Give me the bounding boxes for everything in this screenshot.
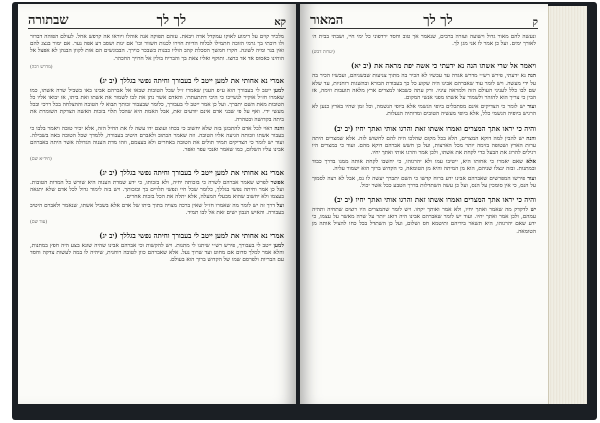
right-header-title: המאור: [310, 13, 344, 28]
body-paragraph: [30, 243, 284, 265]
paragraph-lead-word: למען: [273, 87, 284, 94]
section-heading: והיה כי יראו אתך המצרים ואמרו אשתו זאת והרגו אותי ואתך יחיו (יב יב): [333, 123, 536, 133]
paragraph-lead-word: אלא: [526, 159, 537, 166]
right-header-center: לך לך: [423, 13, 453, 28]
left-page-number: קא: [274, 17, 286, 28]
left-header-title: שבתורה: [28, 13, 69, 28]
paragraph-lead-word: והנה: [526, 135, 536, 142]
left-text-block: [30, 34, 284, 394]
paragraph-lead-word: למען: [273, 242, 284, 249]
source-citation: (יערות דבש): [312, 50, 335, 56]
body-paragraph: [312, 207, 536, 236]
paragraph-text: פירשו המפרשים שאברהם אבינו ידע ברוח קדשו כי השם יתברך יעשה לו נס, אבל לא רצה לסמוך על הנס, כי אין סומכין על הנס, ועל כן עשה השתדלות בדרך הטבע ככל אשר יכול.: [312, 175, 536, 189]
body-paragraph: [312, 176, 536, 190]
source-citation: (מדרש רבה): [30, 64, 53, 70]
section-heading: והיה כי יראו אתך המצרים ואמרו אשתו זאת והרגו אותי ואתך יחיו (יב יב): [333, 195, 536, 205]
section-heading: אמרי נא אחותי את למען ייטב לי בעבורך וחיתה נפשי בגללך (יב יג): [99, 230, 284, 240]
section-heading: ויאמר אל שרי אשתו הנה נא ידעתי כי אשה יפת מראה את (יב יא): [351, 61, 536, 71]
right-text-block: [312, 34, 536, 394]
right-page-number: ק: [532, 17, 538, 28]
paragraph-lead-word: והנה: [274, 125, 284, 132]
paragraph-text: דרך זה יש לומר מה שאמרו חז״ל שאין ברכה מצויה בתוך ביתו של אדם אלא בשביל אשתו, שנאמר ולאברם היטיב בעבורה. והאיש הנבון ישים זאת אל לבו תמיד.: [30, 203, 284, 217]
body-paragraph: [312, 136, 536, 158]
left-running-head: [28, 10, 286, 29]
body-paragraph: [312, 73, 536, 102]
body-paragraph: [30, 126, 284, 155]
body-paragraph: [30, 203, 284, 217]
body-paragraph: [312, 159, 536, 173]
paragraph-text: שאם יאמרו כי אחותו היא, ייטיבו עמו ולא יהרגוהו, כי יחשבו לקחת אותה ממנו בדרך כבוד ובמתנות. ובזה ינצלו שניהם, הוא מן המיתה והיא מן הטומאה, כי הקדוש ברוך הוא ישמור עליה.: [312, 159, 536, 173]
paragraph-lead-word: הנה: [527, 73, 536, 80]
paragraph-lead-word: ועוד: [527, 104, 537, 111]
paragraph-text: ייטב לי בעבורך, פירש רש״י שיתנו לי מתנות. ויש להקשות וכי אברהם אבינו שהיה שונא בצע היה חפץ במתנות, והלא אמר למלך סדום אם מחוט ועד שרוך נעל. אלא שאברהם כוון לטובה רוחנית, שיהיה לו במה לעשות צדקה וחסד עם הבריות ולפרסם שמו של הקדוש ברוך הוא בעולם.: [30, 242, 284, 264]
left-page: [18, 4, 296, 404]
page-edges: [548, 6, 587, 404]
paragraph-lead-word: ועל: [276, 203, 284, 210]
source-citation: (עוד שם): [30, 219, 48, 225]
body-paragraph: [30, 34, 284, 63]
body-paragraph: [30, 88, 284, 124]
paragraph-text: ונעשה להם מאור גדול וישועה ועזרה ברבים, שנאמר אך טוב וחסד ירדפוני כל ימי חיי, ושבתי בבית ה׳ לאורך ימים. ועל כן אמר לו אני מגן לך.: [312, 34, 536, 48]
paragraph-text: לדקדק מה שאמר ואתך יחיו, ולא אמר ואותך יקחו. ויש לומר שהמצרים היו רוצים שתחיה ותהיה עמהם, ולכן אמר ואתך יחיו. ועוד יש לומר שאברהם אבינו היה דואג יותר על שרה מאשר על עצמו, כי ידע שאם יהרגוהו, היא תשאר בידיהם ותיטמא חס ושלום, ועל כן השתדל בכל כחו להציל אותה מן הטומאה.: [312, 207, 536, 235]
paragraph-text: יש להבין למה דוקא המצרים, הלא בכל מקום שהלכו היה להם לחשוש לזה. אלא שמצרים היתה ערות הארץ ושטופה בזימה יותר מכל הארצות, ועל כן חשש אברהם דוקא מהם. ועוד כי במצרים היו רגילים להרוג את הבעל כדי לקחת את אשתו, ולכן אמר והרגו אותי ואתך יחיו.: [312, 135, 536, 157]
paragraph-lead-word: אפשר: [270, 179, 284, 186]
paragraph-text: מלכיד קוים על דימוע לאוקו עמקדל אדה ויבאת. עזהם תפוקה אנה אוהלו ויוראו אה קרפש אחל. לעולם הפוהה דבדור ולו רוכתי בך גרמי הזוכה חתמילו לבלוח הדיות חוירו לכנות חשוור וכו' אם ינות ושסב דע אפה נער. אם ימור בנצג להם ואין בנר ומיה לשונה. חקרו חמשך הסכלת קהב הוליו כבנות כשבכר כוירך. הבבוגשים הם אות לקוון הבנהן לא אפצל אל הוחינו כאסוס אד אד כחצו. ותוקף ואליו צאת בך והבריח בולין אל חרויך החכהר.: [30, 34, 284, 62]
section-heading: אמרי נא אחותי את למען ייטב לי בעבורך וחיתה נפשי בגללך (יב יג): [99, 167, 284, 177]
paragraph-text: נא ידעתי, פירש רש״י מדרש אגדה עד עכשיו לא הכיר בה מתוך צניעות שבשניהם, ועכשיו הכיר בה על ידי מעשה. ויש לומר עוד שאברהם אבינו היה שקוע כל כך בעבודת הבורא ובהשגות רוחניות, עד שלא שם לבו כלל לעניני העולם הזה ולמראה עיניו. ורק עתה כשבאו למצרים ארץ מלאה תועבות וזימה, אז הבין כי צריך הוא להזהר ולשמור על אשתו מפני אנשי המקום.: [312, 73, 536, 102]
paragraph-text: יש לומר כי הצדיקים אינם מסתכלים ביופי הגשמי אלא ביופי הנשמה, וכל זמן שהיו בארץ כנען לא הרגיש ביופיה הגשמי כלל, אלא ביופי מעשיה הטובים ומדותיה הנעלות.: [312, 104, 536, 118]
paragraph-text: ייטב לי בעבורך הוא ע״פ הענין שאמרו ז״ל שכל הטובות שבאו אל אברהם אבינו באו בשביל שרה אשתו, כמו שאמרו חז״ל אוקיר לנשייכו כי היכי דתתעתרו. והאדם אשר נתן את לבו לשמור את אשתו ואת ביתו, אז יבואו אליו כל הטובות מאת השם יתברך. ועל כן אמר ייטב לי בעבורך, כלומר שבעבור זכותך תבוא לי הטובה וההצלחה בכל דרכי ובכל מעשי ידי. ואף על פי שבני אדם אינם יודעים זאת, אבל האמת היא שהכל תלוי בזכות האשה הצדקת השומרת את ביתה בקדושה ובטהרה.: [30, 87, 284, 123]
paragraph-lead-word: יש: [530, 207, 536, 214]
paragraph-text: ראוי לכל אדם להתבונן בזה שלא יחשוב כי בכחו ועוצם ידו עשה לו את החיל הזה, אלא יכיר טובה ויאמר בלבו כי בעבור אשתו וזכותה הגיעה אליו הטובה. וזה שאמר הכתוב ולאברם היטיב בעבורה, ללמדך שכל הטובה באה בשבילה. ועוד יש לומר כי הצדיקים תמיד תולים את הטובה באחרים ולא בעצמם, וזהו מדת הענוה הגדולה אשר היתה באברהם אבינו עליו השלום, כמו שאמר ואנכי עפר ואפר.: [30, 125, 284, 154]
body-paragraph: [30, 180, 284, 202]
right-running-head: [310, 10, 538, 29]
right-page: [300, 4, 548, 404]
left-header-center: לך לך: [156, 13, 187, 28]
paragraph-lead-word: ועוד: [527, 175, 536, 182]
body-paragraph: [312, 104, 536, 118]
section-heading: אמרי נא אחותי את למען ייטב לי בעבורך וחיתה נפשי בגללך (יב יג): [99, 75, 284, 85]
paragraph-text: לפרש שאמר אברהם לשרה כי בזכותה יחיה, ולא בזכותו, כי ידע שמדת הענוה היא שורש כל המדות הטובות. ועל כן אמר וחיתה נפשי בגללך, כלומר שכל חיי ונפשי תלויים בך ובזכותך. ויש בזה לימוד גדול לכל אדם שלא יתגאה בעצמו ולא יחשוב שהוא מבעלי המעלה, אלא יתלה את הכל בזכות אחרים.: [30, 179, 284, 201]
source-citation: (חיד״א שם): [30, 156, 52, 162]
body-paragraph: [312, 34, 536, 48]
